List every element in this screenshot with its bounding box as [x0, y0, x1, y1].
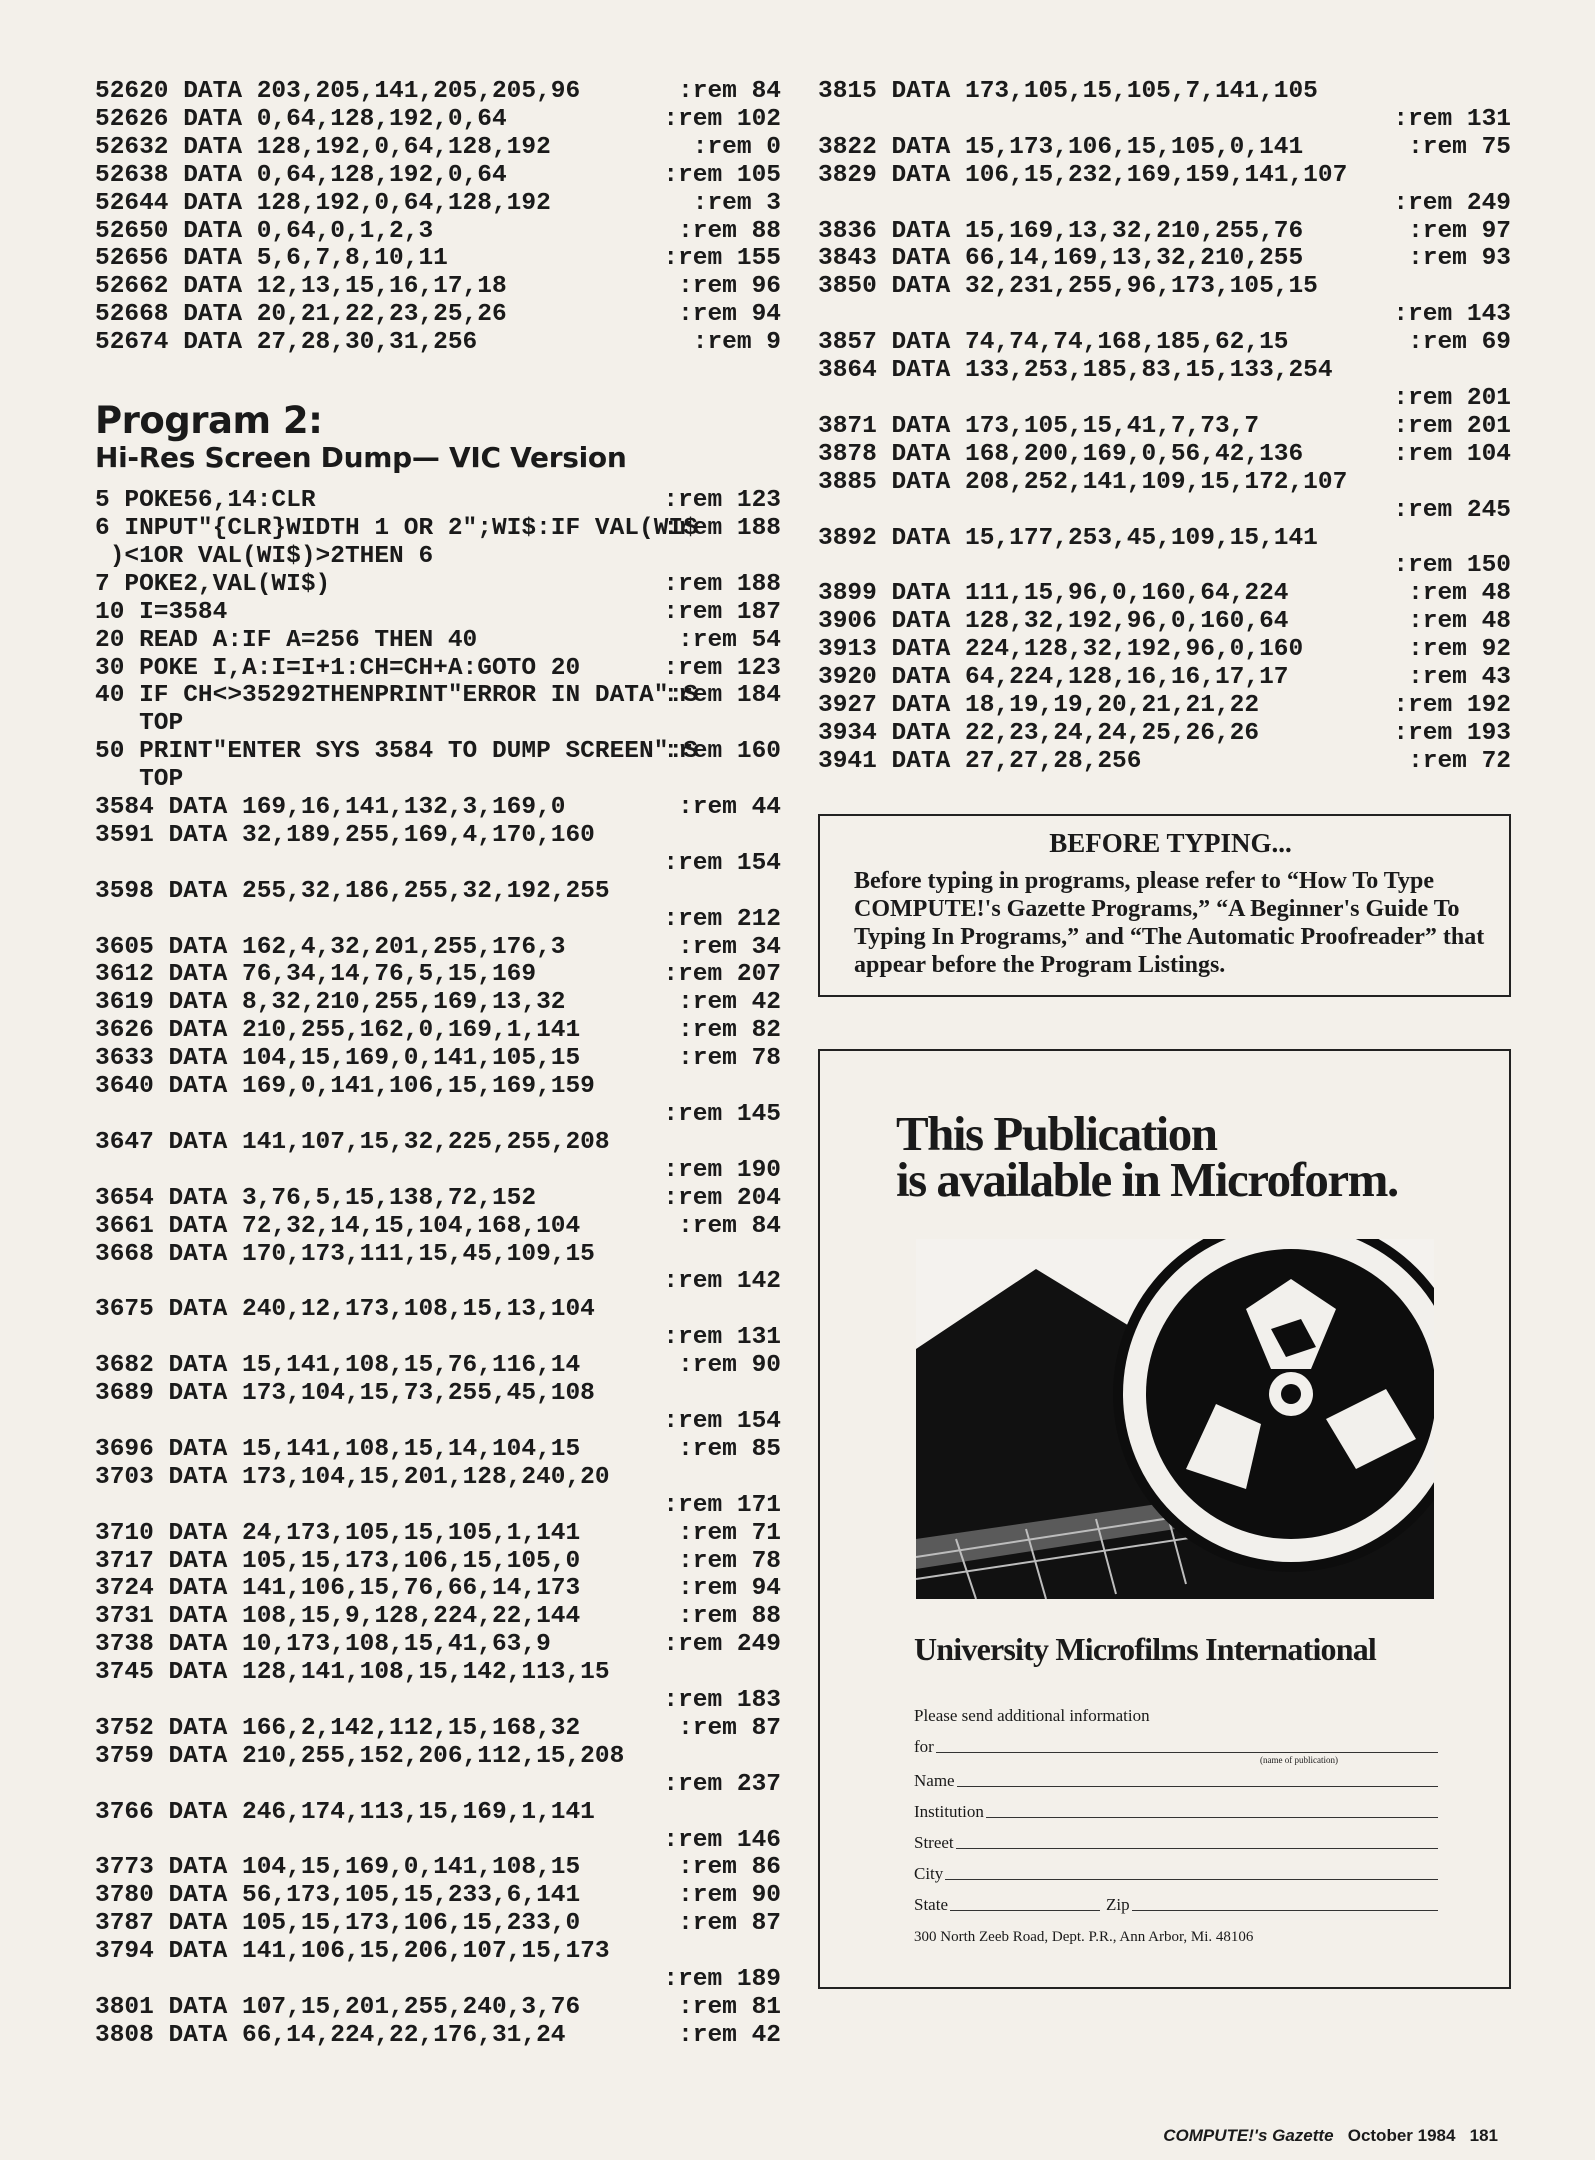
info-request-form — [914, 1706, 1438, 1946]
ad-headline-line1: This Publication — [896, 1105, 1217, 1161]
checksum-rem: :rem 123 — [663, 654, 781, 682]
checksum-rem: :rem 123 — [663, 487, 781, 515]
checksum-rem: :rem 146 — [663, 1826, 781, 1854]
code-text: 3759 DATA 210,255,152,206,112,15,208 — [95, 1742, 625, 1770]
code-line — [818, 78, 1511, 134]
code-line — [95, 1882, 781, 1910]
checksum-rem: :rem 204 — [663, 1184, 781, 1212]
form-label-city: City — [914, 1863, 944, 1883]
checksum-rem: :rem 87 — [678, 1910, 781, 1938]
checksum-rem: :rem 85 — [678, 1435, 781, 1463]
checksum-rem: :rem 92 — [1408, 636, 1511, 664]
code-text: 3724 DATA 141,106,15,76,66,14,173 — [95, 1575, 581, 1603]
right-column — [818, 78, 1511, 1989]
code-line — [95, 1548, 781, 1576]
checksum-rem: :rem 249 — [1393, 189, 1511, 217]
film-reel-photo — [916, 1239, 1434, 1599]
code-line — [818, 245, 1511, 273]
ad-mailing-address: 300 North Zeeb Road, Dept. P.R., Ann Arbor, Mi. 48106 — [914, 1928, 1254, 1945]
form-line-zip[interactable] — [1132, 1909, 1438, 1911]
before-typing-body: Before typing in programs, please refer to “How To Type COMPUTE!'s Gazette Programs,” “A Beginner's Guide To Typing In Programs,” and “The Automatic Proofreader” that appear before the Program Listings. — [854, 867, 1485, 978]
form-line-name[interactable] — [957, 1785, 1438, 1787]
code-text: 3731 DATA 108,15,9,128,224,22,144 — [95, 1603, 581, 1631]
program-heading — [95, 401, 781, 475]
code-text: 3913 DATA 224,128,32,192,96,0,160 — [818, 636, 1304, 664]
code-line — [95, 1017, 781, 1045]
checksum-rem: :rem 237 — [663, 1770, 781, 1798]
program-subtitle: Hi-Res Screen Dump— VIC Version — [95, 441, 627, 475]
ad-headline-line2: is available in Microform. — [896, 1151, 1398, 1207]
code-line — [95, 1241, 781, 1297]
code-text: 52668 DATA 20,21,22,23,25,26 — [95, 301, 507, 329]
left-column — [95, 78, 781, 2050]
code-text: 3836 DATA 15,169,13,32,210,255,76 — [818, 217, 1304, 245]
form-label-name: Name — [914, 1770, 955, 1790]
code-text: 40 IF CH<>35292THENPRINT"ERROR IN DATA":S TOP — [95, 682, 698, 738]
code-text: 3843 DATA 66,14,169,13,32,210,255 — [818, 245, 1304, 273]
checksum-rem: :rem 192 — [1393, 691, 1511, 719]
continued-code-listing — [818, 78, 1511, 776]
checksum-rem: :rem 188 — [663, 514, 781, 542]
checksum-rem: :rem 44 — [678, 794, 781, 822]
checksum-rem: :rem 48 — [1408, 608, 1511, 636]
code-line — [95, 627, 781, 655]
checksum-rem: :rem 75 — [1408, 133, 1511, 161]
ad-company-name: University Microfilms International — [914, 1630, 1377, 1667]
code-text: 3906 DATA 128,32,192,96,0,160,64 — [818, 608, 1289, 636]
code-line — [95, 301, 781, 329]
code-text: 3801 DATA 107,15,201,255,240,3,76 — [95, 1994, 581, 2021]
code-text: 3780 DATA 56,173,105,15,233,6,141 — [95, 1882, 581, 1910]
code-line — [818, 469, 1511, 525]
checksum-rem: :rem 184 — [663, 682, 781, 710]
code-line — [95, 1296, 781, 1352]
form-label-institution: Institution — [914, 1801, 984, 1821]
code-line — [95, 1185, 781, 1213]
code-line — [818, 134, 1511, 162]
code-text: 20 READ A:IF A=256 THEN 40 — [95, 626, 478, 654]
checksum-rem: :rem 188 — [663, 570, 781, 598]
code-line — [95, 1743, 781, 1799]
code-text: 3717 DATA 105,15,173,106,15,105,0 — [95, 1547, 581, 1575]
form-line-for[interactable] — [936, 1751, 1438, 1753]
code-line — [95, 2022, 781, 2050]
form-line-street[interactable] — [956, 1847, 1438, 1849]
code-line — [95, 1631, 781, 1659]
form-field-state-zip — [914, 1884, 1438, 1915]
checksum-rem: :rem 104 — [1393, 440, 1511, 468]
code-text: 3794 DATA 141,106,15,206,107,15,173 — [95, 1938, 610, 1966]
code-line — [818, 580, 1511, 608]
form-label-zip: Zip — [1106, 1894, 1130, 1914]
code-line — [818, 748, 1511, 776]
code-line — [95, 1073, 781, 1129]
checksum-rem: :rem 34 — [678, 933, 781, 961]
code-text: 3941 DATA 27,27,28,256 — [818, 747, 1142, 775]
top-code-listing — [95, 78, 781, 357]
code-line — [818, 608, 1511, 636]
code-text: 3682 DATA 15,141,108,15,76,116,14 — [95, 1352, 581, 1380]
code-line — [95, 162, 781, 190]
page-footer — [1163, 2126, 1498, 2146]
checksum-rem: :rem 154 — [663, 1407, 781, 1435]
code-text: 3710 DATA 24,173,105,15,105,1,141 — [95, 1519, 581, 1547]
checksum-rem: :rem 155 — [663, 245, 781, 273]
checksum-rem: :rem 81 — [678, 1994, 781, 2021]
checksum-rem: :rem 3 — [692, 189, 781, 217]
code-line — [95, 329, 781, 357]
code-line — [95, 571, 781, 599]
code-line — [95, 822, 781, 878]
code-line — [818, 357, 1511, 413]
checksum-rem: :rem 78 — [678, 1547, 781, 1575]
code-text: 3864 DATA 133,253,185,83,15,133,254 — [818, 357, 1333, 385]
checksum-rem: :rem 150 — [1393, 552, 1511, 580]
code-line — [95, 487, 781, 515]
form-label-state: State — [914, 1894, 948, 1914]
footer-issue: October 1984 — [1347, 2126, 1456, 2145]
checksum-rem: :rem 90 — [678, 1882, 781, 1910]
code-text: 3633 DATA 104,15,169,0,141,105,15 — [95, 1045, 581, 1073]
code-text: 3927 DATA 18,19,19,20,21,21,22 — [818, 691, 1260, 719]
code-text: 7 POKE2,VAL(WI$) — [95, 570, 331, 598]
code-line — [95, 218, 781, 246]
code-line — [95, 1659, 781, 1715]
code-line — [818, 218, 1511, 246]
code-text: 3703 DATA 173,104,15,201,128,240,20 — [95, 1463, 610, 1491]
checksum-rem: :rem 189 — [663, 1966, 781, 1994]
code-line — [95, 1464, 781, 1520]
form-field-institution — [914, 1791, 1438, 1822]
checksum-rem: :rem 187 — [663, 598, 781, 626]
code-line — [818, 692, 1511, 720]
code-text: 3787 DATA 105,15,173,106,15,233,0 — [95, 1910, 581, 1938]
checksum-rem: :rem 82 — [678, 1017, 781, 1045]
code-line — [95, 1994, 781, 2022]
code-text: 3745 DATA 128,141,108,15,142,113,15 — [95, 1659, 610, 1687]
program-code-listing — [95, 487, 781, 2050]
code-text: 3689 DATA 173,104,15,73,255,45,108 — [95, 1380, 595, 1408]
code-line — [95, 78, 781, 106]
checksum-rem: :rem 9 — [692, 329, 781, 357]
checksum-rem: :rem 131 — [663, 1324, 781, 1352]
code-line — [95, 738, 781, 794]
checksum-rem: :rem 245 — [1393, 496, 1511, 524]
code-text: 3822 DATA 15,173,106,15,105,0,141 — [818, 133, 1304, 161]
code-line — [818, 413, 1511, 441]
code-line — [95, 1045, 781, 1073]
code-line — [95, 794, 781, 822]
checksum-rem: :rem 131 — [1393, 105, 1511, 133]
code-text: 6 INPUT"{CLR}WIDTH 1 OR 2";WI$:IF VAL(WI$ )<1OR VAL(WI$)>2THEN 6 — [95, 514, 698, 570]
code-text: 52674 DATA 27,28,30,31,256 — [95, 329, 478, 357]
checksum-rem: :rem 71 — [678, 1519, 781, 1547]
code-line — [95, 1603, 781, 1631]
code-text: 3871 DATA 173,105,15,41,7,73,7 — [818, 412, 1260, 440]
before-typing-box — [818, 814, 1511, 997]
checksum-rem: :rem 102 — [663, 105, 781, 133]
code-line — [818, 664, 1511, 692]
checksum-rem: :rem 78 — [678, 1045, 781, 1073]
checksum-rem: :rem 94 — [678, 301, 781, 329]
code-line — [95, 273, 781, 301]
code-text: 3878 DATA 168,200,169,0,56,42,136 — [818, 440, 1304, 468]
form-field-name — [914, 1765, 1438, 1791]
microform-advertisement — [818, 1049, 1511, 1989]
checksum-rem: :rem 183 — [663, 1687, 781, 1715]
code-line — [95, 1715, 781, 1743]
checksum-rem: :rem 201 — [1393, 412, 1511, 440]
code-line — [818, 441, 1511, 469]
checksum-rem: :rem 88 — [678, 217, 781, 245]
code-line — [95, 106, 781, 134]
form-line-city[interactable] — [945, 1878, 1438, 1880]
form-field-for — [914, 1726, 1438, 1757]
checksum-rem: :rem 86 — [678, 1854, 781, 1882]
checksum-rem: :rem 72 — [1408, 747, 1511, 775]
code-text: 3766 DATA 246,174,113,15,169,1,141 — [95, 1798, 595, 1826]
code-text: 52626 DATA 0,64,128,192,0,64 — [95, 105, 507, 133]
code-line — [95, 599, 781, 627]
code-text: 3668 DATA 170,173,111,15,45,109,15 — [95, 1240, 595, 1268]
checksum-rem: :rem 69 — [1408, 329, 1511, 357]
code-line — [95, 515, 781, 571]
code-line — [95, 1575, 781, 1603]
footer-magazine: COMPUTE!'s Gazette — [1163, 2126, 1334, 2145]
form-label-street: Street — [914, 1832, 954, 1852]
code-text: 5 POKE56,14:CLR — [95, 487, 316, 515]
checksum-rem: :rem 42 — [678, 989, 781, 1017]
code-text: 3626 DATA 210,255,162,0,169,1,141 — [95, 1017, 581, 1045]
for-caption: (name of publication) — [1260, 1754, 1338, 1765]
code-line — [818, 525, 1511, 581]
checksum-rem: :rem 105 — [663, 161, 781, 189]
form-line-institution[interactable] — [986, 1816, 1438, 1818]
form-intro: Please send additional information — [914, 1705, 1150, 1725]
code-text: 3584 DATA 169,16,141,132,3,169,0 — [95, 794, 566, 822]
code-text: 3647 DATA 141,107,15,32,225,255,208 — [95, 1128, 610, 1156]
code-line — [95, 961, 781, 989]
code-text: 3892 DATA 15,177,253,45,109,15,141 — [818, 524, 1318, 552]
code-text: 3850 DATA 32,231,255,96,173,105,15 — [818, 273, 1318, 301]
form-field-street — [914, 1822, 1438, 1853]
code-text: 3920 DATA 64,224,128,16,16,17,17 — [818, 664, 1289, 692]
code-text: 3752 DATA 166,2,142,112,15,168,32 — [95, 1714, 581, 1742]
checksum-rem: :rem 249 — [663, 1631, 781, 1659]
code-text: 3696 DATA 15,141,108,15,14,104,15 — [95, 1435, 581, 1463]
code-line — [818, 162, 1511, 218]
code-text: 3640 DATA 169,0,141,106,15,169,159 — [95, 1073, 595, 1101]
code-line — [95, 1910, 781, 1938]
checksum-rem: :rem 88 — [678, 1603, 781, 1631]
code-line — [95, 1854, 781, 1882]
checksum-rem: :rem 171 — [663, 1491, 781, 1519]
checksum-rem: :rem 145 — [663, 1101, 781, 1128]
code-text: 52620 DATA 203,205,141,205,205,96 — [95, 78, 581, 105]
checksum-rem: :rem 84 — [678, 1212, 781, 1240]
code-text: 52650 DATA 0,64,0,1,2,3 — [95, 217, 434, 245]
checksum-rem: :rem 42 — [678, 2021, 781, 2049]
code-text: 3773 DATA 104,15,169,0,141,108,15 — [95, 1854, 581, 1882]
code-line — [818, 329, 1511, 357]
checksum-rem: :rem 93 — [1408, 245, 1511, 273]
checksum-rem: :rem 54 — [678, 626, 781, 654]
code-line — [95, 1352, 781, 1380]
code-line — [95, 1129, 781, 1185]
code-text: 10 I=3584 — [95, 598, 228, 626]
before-typing-heading: BEFORE TYPING... — [1049, 827, 1292, 858]
code-text: 3738 DATA 10,173,108,15,41,63,9 — [95, 1631, 551, 1659]
checksum-rem: :rem 90 — [678, 1352, 781, 1380]
footer-page-number: 181 — [1469, 2126, 1498, 2145]
code-text: 52656 DATA 5,6,7,8,10,11 — [95, 245, 448, 273]
checksum-rem: :rem 96 — [678, 273, 781, 301]
code-text: 3654 DATA 3,76,5,15,138,72,152 — [95, 1184, 537, 1212]
code-line — [95, 682, 781, 738]
code-line — [95, 1520, 781, 1548]
code-text: 3619 DATA 8,32,210,255,169,13,32 — [95, 989, 566, 1017]
code-line — [95, 1380, 781, 1436]
code-line — [818, 273, 1511, 329]
checksum-rem: :rem 94 — [678, 1575, 781, 1603]
code-text: 52662 DATA 12,13,15,16,17,18 — [95, 273, 507, 301]
code-line — [95, 1799, 781, 1855]
program-title: Program 2: — [95, 399, 323, 443]
code-text: 3808 DATA 66,14,224,22,176,31,24 — [95, 2021, 566, 2049]
code-text: 3857 DATA 74,74,74,168,185,62,15 — [818, 329, 1289, 357]
checksum-rem: :rem 193 — [1393, 719, 1511, 747]
code-text: 3675 DATA 240,12,173,108,15,13,104 — [95, 1296, 595, 1324]
code-line — [95, 1938, 781, 1994]
checksum-rem: :rem 87 — [678, 1714, 781, 1742]
form-field-city — [914, 1853, 1438, 1884]
code-line — [95, 190, 781, 218]
form-label-for: for — [914, 1736, 934, 1756]
checksum-rem: :rem 190 — [663, 1156, 781, 1184]
code-text: 3598 DATA 255,32,186,255,32,192,255 — [95, 877, 610, 905]
code-text: 3605 DATA 162,4,32,201,255,176,3 — [95, 933, 566, 961]
form-line-state[interactable] — [950, 1909, 1100, 1911]
code-text: 3829 DATA 106,15,232,169,159,141,107 — [818, 161, 1348, 189]
code-text: 30 POKE I,A:I=I+1:CH=CH+A:GOTO 20 — [95, 654, 581, 682]
code-line — [95, 989, 781, 1017]
checksum-rem: :rem 48 — [1408, 580, 1511, 608]
code-text: 52632 DATA 128,192,0,64,128,192 — [95, 133, 551, 161]
code-line — [95, 655, 781, 683]
code-line — [95, 1436, 781, 1464]
code-text: 3885 DATA 208,252,141,109,15,172,107 — [818, 468, 1348, 496]
checksum-rem: :rem 97 — [1408, 217, 1511, 245]
code-text: 52644 DATA 128,192,0,64,128,192 — [95, 189, 551, 217]
checksum-rem: :rem 212 — [663, 905, 781, 933]
code-line — [95, 878, 781, 934]
code-text: 3661 DATA 72,32,14,15,104,168,104 — [95, 1212, 581, 1240]
checksum-rem: :rem 207 — [663, 961, 781, 989]
checksum-rem: :rem 201 — [1393, 384, 1511, 412]
code-text: 3934 DATA 22,23,24,24,25,26,26 — [818, 719, 1260, 747]
code-line — [95, 1213, 781, 1241]
code-text: 52638 DATA 0,64,128,192,0,64 — [95, 161, 507, 189]
code-text: 50 PRINT"ENTER SYS 3584 TO DUMP SCREEN":S TOP — [95, 738, 698, 794]
checksum-rem: :rem 43 — [1408, 664, 1511, 692]
checksum-rem: :rem 154 — [663, 849, 781, 877]
code-text: 3591 DATA 32,189,255,169,4,170,160 — [95, 821, 595, 849]
code-line — [818, 720, 1511, 748]
code-text: 3612 DATA 76,34,14,76,5,15,169 — [95, 961, 537, 989]
code-line — [818, 636, 1511, 664]
code-text: 3899 DATA 111,15,96,0,160,64,224 — [818, 580, 1289, 608]
code-line — [95, 134, 781, 162]
checksum-rem: :rem 84 — [678, 78, 781, 105]
code-text: 3815 DATA 173,105,15,105,7,141,105 — [818, 78, 1318, 105]
checksum-rem: :rem 142 — [663, 1268, 781, 1296]
code-line — [95, 934, 781, 962]
checksum-rem: :rem 160 — [663, 738, 781, 766]
code-line — [95, 245, 781, 273]
checksum-rem: :rem 143 — [1393, 301, 1511, 329]
checksum-rem: :rem 0 — [692, 133, 781, 161]
ad-headline — [896, 1105, 1398, 1207]
